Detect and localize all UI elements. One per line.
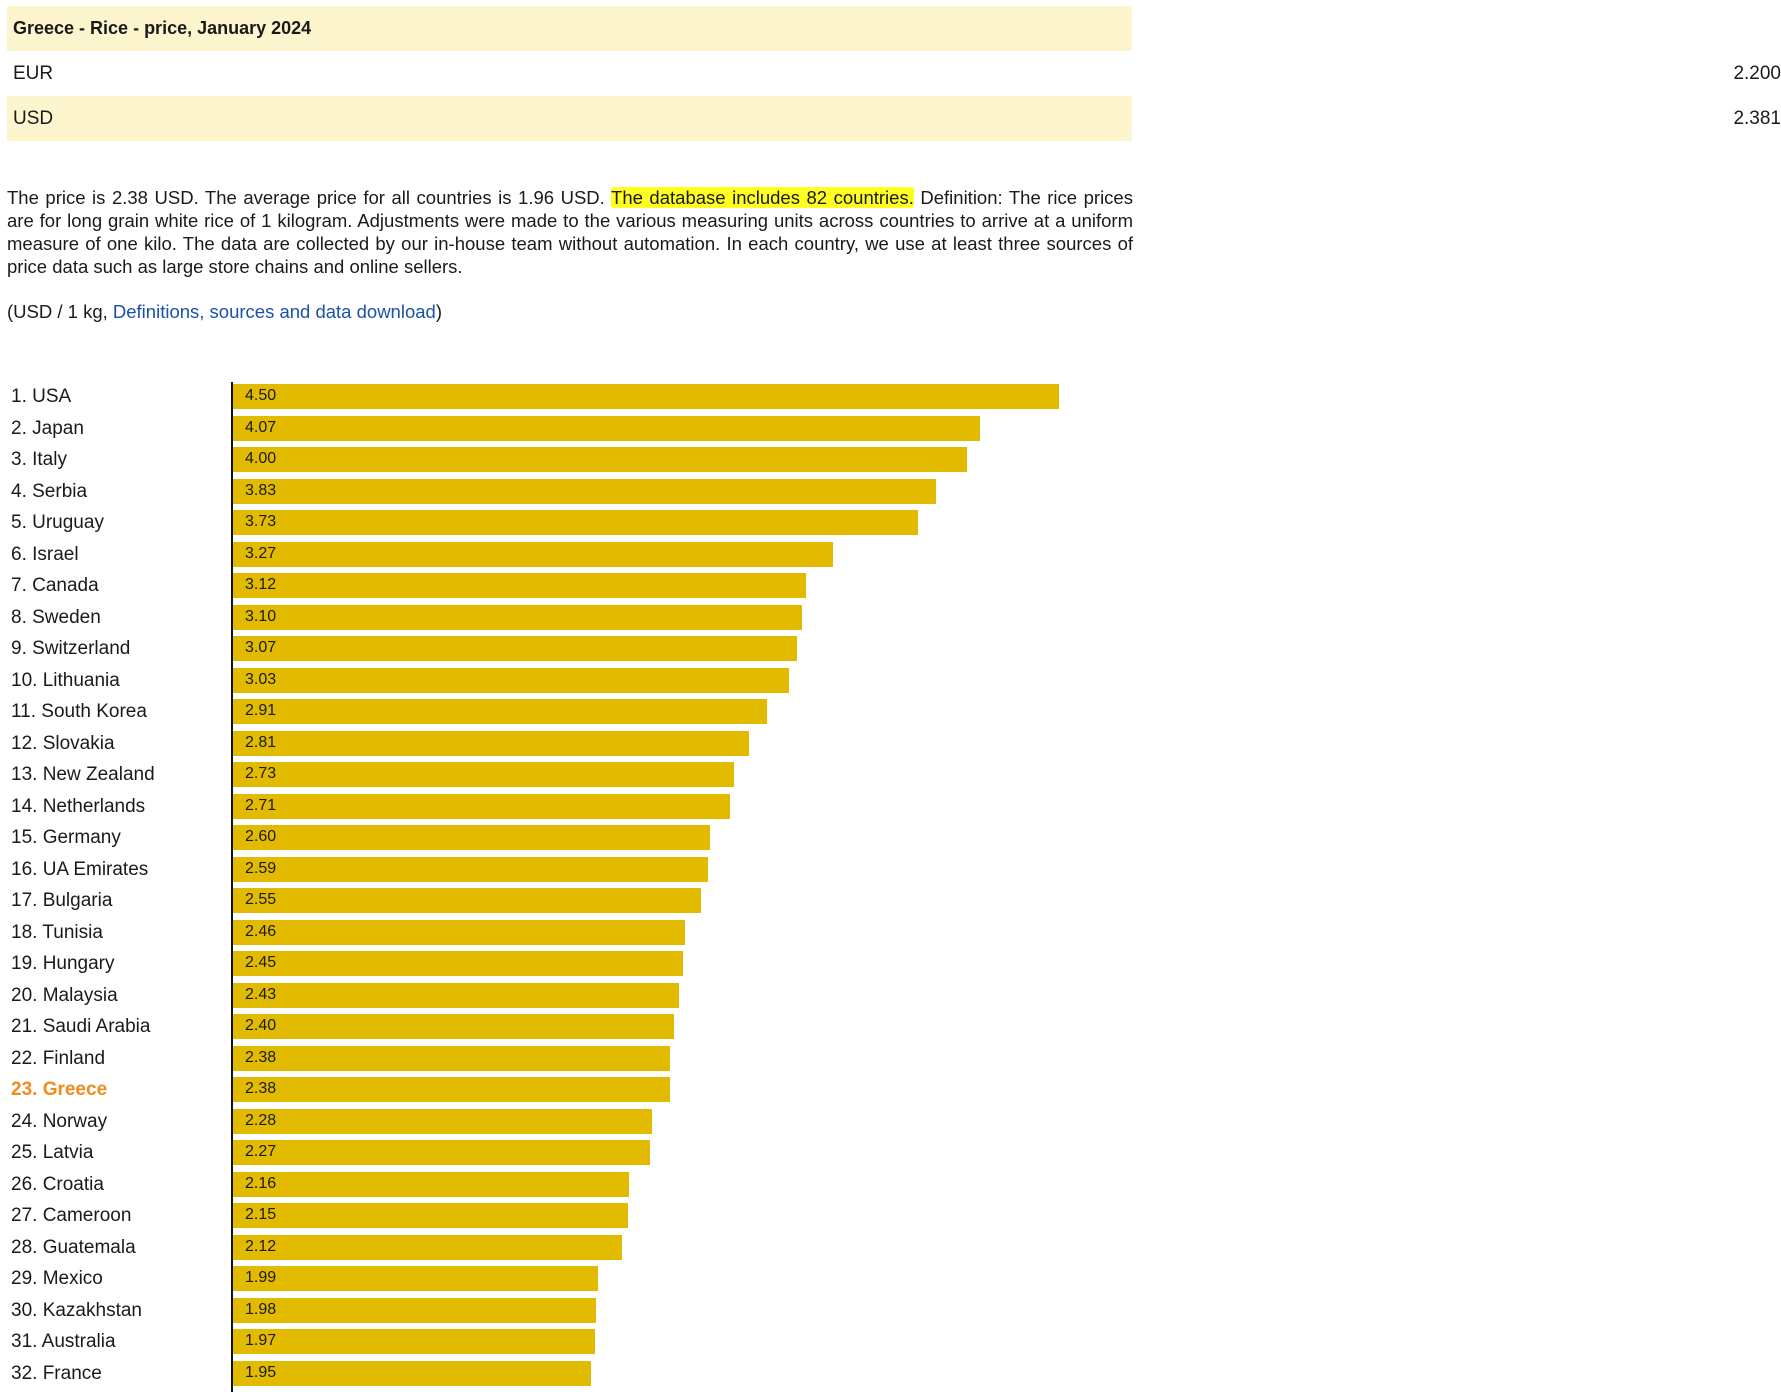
category-label: 28. Guatemala — [11, 1236, 136, 1258]
chart-row — [0, 1075, 1153, 1107]
units-line — [7, 301, 442, 323]
bar — [233, 668, 789, 693]
chart-row — [0, 1044, 1153, 1076]
chart-row — [0, 1107, 1153, 1139]
bar-value-label: 2.15 — [245, 1206, 277, 1223]
currency-value-cell — [921, 51, 1781, 96]
description-paragraph — [7, 186, 1133, 278]
category-label: 19. Hungary — [11, 953, 115, 974]
bar-value-label: 2.45 — [245, 954, 277, 971]
bar-value-label: 3.12 — [245, 576, 277, 593]
bar-value-label: 4.50 — [245, 387, 277, 404]
bar-value-label: 2.12 — [245, 1237, 277, 1255]
chart-row — [0, 382, 1153, 414]
category-label: 4. Serbia — [11, 480, 88, 502]
bar — [233, 888, 701, 913]
bar — [233, 857, 708, 882]
bar-value-label: 2.27 — [245, 1143, 277, 1160]
price-table-row-eur — [7, 51, 1132, 96]
chart-row — [0, 1233, 1153, 1265]
chart-row — [0, 477, 1153, 509]
bar-value-label: 2.38 — [245, 1048, 277, 1066]
bar — [233, 1014, 674, 1039]
bar — [233, 920, 685, 945]
bar-value-label: 4.00 — [245, 450, 277, 467]
category-label: 18. Tunisia — [11, 921, 103, 943]
definitions-link[interactable]: Definitions, sources and data download — [112, 301, 436, 322]
description-text-end: Definition: The rice prices are for long grain white rice of 1 kilogram. Adjustments were made to the various measuring units across countries to arrive at a uniform measure of one kilo. The data are collected by our in-house team without automation. In each country, we use at least three sources of price data such as large store chains and online sellers. — [7, 187, 1133, 277]
bar-value-label: 3.10 — [245, 607, 277, 625]
chart-row — [0, 634, 1153, 666]
category-label: 6. Israel — [11, 543, 79, 565]
bar — [233, 762, 734, 787]
bar-value-label: 2.43 — [245, 985, 277, 1003]
bar-value-label: 2.91 — [245, 702, 277, 719]
category-label: 12. Slovakia — [11, 732, 115, 754]
bar — [233, 1203, 628, 1228]
bar-value-label: 3.03 — [245, 670, 277, 688]
bar-value-label: 2.16 — [245, 1174, 277, 1192]
bar — [233, 416, 980, 441]
category-label: 27. Cameroon — [11, 1205, 132, 1226]
chart-row — [0, 540, 1153, 572]
currency-value: 2.200 — [1733, 62, 1781, 84]
bar — [233, 510, 918, 535]
category-label: 8. Sweden — [11, 606, 101, 628]
bar-value-label: 1.98 — [245, 1300, 277, 1318]
chart-row — [0, 603, 1153, 635]
category-label: 24. Norway — [11, 1110, 108, 1132]
chart-row — [0, 1201, 1153, 1233]
description-text-start: The price is 2.38 USD. The average price for all countries is 1.96 USD. — [7, 187, 612, 208]
bar-value-label: 2.71 — [245, 796, 277, 814]
bar — [233, 447, 967, 472]
category-label: 11. South Korea — [11, 701, 147, 722]
bar-value-label: 2.28 — [245, 1111, 277, 1129]
category-label: 2. Japan — [11, 417, 84, 439]
category-label: 3. Italy — [11, 449, 67, 470]
category-label: 5. Uruguay — [11, 512, 104, 533]
bar — [233, 794, 730, 819]
bar-value-label: 1.95 — [245, 1363, 277, 1381]
category-label: 15. Germany — [11, 827, 121, 848]
bar — [233, 1046, 670, 1071]
chart-row — [0, 508, 1153, 540]
category-label: 32. France — [11, 1362, 102, 1384]
bar-value-label: 3.73 — [245, 513, 277, 530]
category-label: 30. Kazakhstan — [11, 1299, 142, 1321]
chart-row — [0, 697, 1153, 729]
category-label: 13. New Zealand — [11, 764, 155, 785]
description-highlight: The database includes 82 countries. — [611, 187, 914, 208]
category-label: 26. Croatia — [11, 1173, 104, 1195]
rice-price-bar-chart — [0, 382, 1153, 1392]
bar — [233, 605, 802, 630]
chart-row — [0, 1359, 1153, 1391]
bar-value-label: 1.97 — [245, 1332, 277, 1349]
category-label: 25. Latvia — [11, 1142, 94, 1163]
chart-row — [0, 414, 1153, 446]
bar — [233, 1266, 598, 1291]
bar — [233, 1172, 629, 1197]
units-prefix: (USD / 1 kg, — [7, 301, 113, 322]
category-label: 23. Greece — [11, 1079, 108, 1100]
chart-row — [0, 1327, 1153, 1359]
bar — [233, 1235, 622, 1260]
bar — [233, 1361, 591, 1386]
chart-row — [0, 823, 1153, 855]
bar — [233, 1077, 670, 1102]
bar-value-label: 2.81 — [245, 733, 277, 751]
bar — [233, 573, 806, 598]
category-label: 29. Mexico — [11, 1268, 103, 1289]
chart-row — [0, 949, 1153, 981]
chart-row — [0, 1138, 1153, 1170]
bar-value-label: 1.99 — [245, 1269, 277, 1286]
bar-value-label: 2.55 — [245, 891, 277, 908]
chart-row — [0, 729, 1153, 761]
chart-row — [0, 666, 1153, 698]
bar-value-label: 2.40 — [245, 1017, 277, 1034]
currency-value: 2.381 — [1733, 107, 1781, 129]
bar — [233, 699, 767, 724]
category-label: 22. Finland — [11, 1047, 106, 1069]
bar — [233, 542, 833, 567]
chart-row — [0, 1296, 1153, 1328]
category-label: 14. Netherlands — [11, 795, 146, 817]
bar-value-label: 4.07 — [245, 418, 277, 436]
chart-row — [0, 571, 1153, 603]
bar — [233, 951, 683, 976]
bar — [233, 731, 749, 756]
bar — [233, 1140, 650, 1165]
bar-value-label: 2.38 — [245, 1080, 277, 1097]
chart-row — [0, 792, 1153, 824]
category-label: 7. Canada — [11, 575, 99, 596]
bar — [233, 1329, 595, 1354]
bar — [233, 1109, 652, 1134]
category-label: 16. UA Emirates — [11, 858, 149, 880]
bar — [233, 384, 1059, 409]
chart-row — [0, 1264, 1153, 1296]
price-table — [7, 6, 1781, 141]
price-table-row-usd — [7, 96, 1132, 141]
bar-value-label: 2.59 — [245, 859, 277, 877]
chart-row — [0, 1170, 1153, 1202]
bar — [233, 825, 710, 850]
category-label: 10. Lithuania — [11, 669, 120, 691]
bar — [233, 636, 797, 661]
bar — [233, 479, 936, 504]
bar-value-label: 2.46 — [245, 922, 277, 940]
bar-value-label: 3.27 — [245, 544, 277, 562]
currency-value-cell — [921, 96, 1781, 141]
chart-row — [0, 981, 1153, 1013]
bar-value-label: 2.73 — [245, 765, 277, 782]
price-table-title: Greece - Rice - price, January 2024 — [7, 6, 1132, 51]
chart-row — [0, 445, 1153, 477]
price-table-header-row — [7, 6, 1132, 51]
category-label: 9. Switzerland — [11, 638, 131, 659]
chart-row — [0, 855, 1153, 887]
chart-row — [0, 1012, 1153, 1044]
category-label: 1. USA — [11, 386, 72, 407]
category-label: 20. Malaysia — [11, 984, 118, 1006]
bar — [233, 983, 679, 1008]
units-suffix: ) — [435, 301, 442, 322]
category-label: 17. Bulgaria — [11, 890, 113, 911]
bar-value-label: 2.60 — [245, 828, 277, 845]
chart-row — [0, 760, 1153, 792]
currency-label: EUR — [13, 62, 54, 84]
bar — [233, 1298, 596, 1323]
chart-row — [0, 918, 1153, 950]
bar-value-label: 3.07 — [245, 639, 277, 656]
bar-value-label: 3.83 — [245, 481, 277, 499]
currency-label: USD — [7, 96, 921, 141]
category-label: 31. Australia — [11, 1331, 116, 1352]
category-label: 21. Saudi Arabia — [11, 1016, 151, 1037]
chart-row — [0, 886, 1153, 918]
